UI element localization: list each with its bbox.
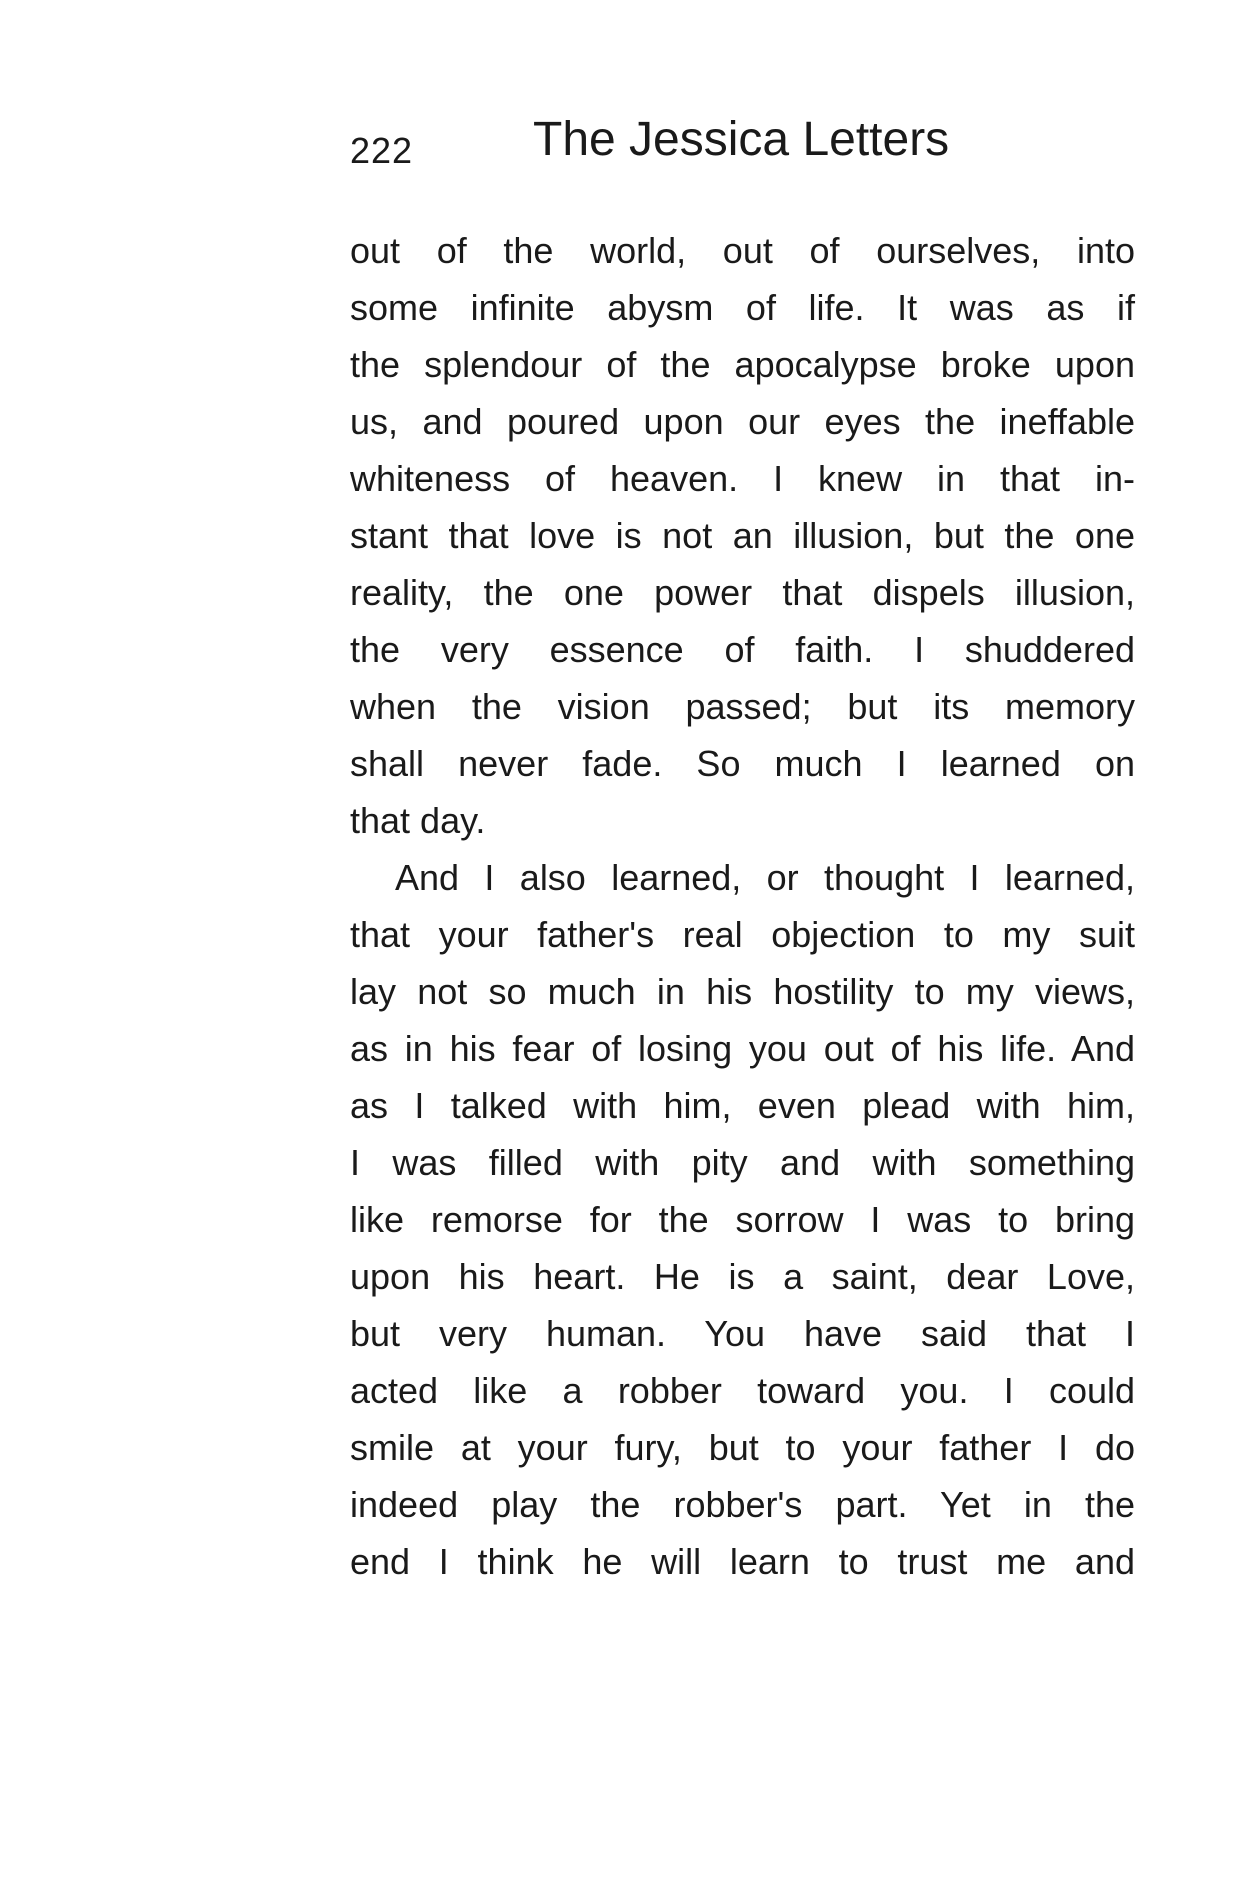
text-line: as in his fear of losing you out of his life. And xyxy=(350,1028,1135,1069)
text-line: end I think he will learn to trust me and xyxy=(350,1541,1135,1582)
body-text xyxy=(350,222,1135,1590)
page-header xyxy=(350,112,1130,172)
text-line: us, and poured upon our eyes the ineffable xyxy=(350,401,1135,442)
text-line: shall never fade. So much I learned on xyxy=(350,743,1135,784)
page-number: 222 xyxy=(350,130,414,171)
paragraph-first-line: And I also learned, or thought I learned, xyxy=(395,857,1135,898)
text-line: when the vision passed; but its memory xyxy=(350,686,1135,727)
running-title: The Jessica Letters xyxy=(533,113,950,166)
text-line: stant that love is not an illusion, but the one xyxy=(350,515,1135,556)
text-line: I was filled with pity and with something xyxy=(350,1142,1135,1183)
text-line: that your father's real objection to my suit xyxy=(350,914,1135,955)
text-line: whiteness of heaven. I knew in that in- xyxy=(350,458,1135,499)
text-line: the very essence of faith. I shuddered xyxy=(350,629,1135,670)
text-line: acted like a robber toward you. I could xyxy=(350,1370,1135,1411)
text-line: as I talked with him, even plead with him, xyxy=(350,1085,1135,1126)
text-line: out of the world, out of ourselves, into xyxy=(350,230,1135,271)
text-line: like remorse for the sorrow I was to bring xyxy=(350,1199,1135,1240)
text-line: reality, the one power that dispels illusion, xyxy=(350,572,1135,613)
text-line: upon his heart. He is a saint, dear Love, xyxy=(350,1256,1135,1297)
text-line: lay not so much in his hostility to my views, xyxy=(350,971,1135,1012)
text-line: smile at your fury, but to your father I do xyxy=(350,1427,1135,1468)
text-line: some infinite abysm of life. It was as if xyxy=(350,287,1135,328)
text-line: indeed play the robber's part. Yet in the xyxy=(350,1484,1135,1525)
text-line: but very human. You have said that I xyxy=(350,1313,1135,1354)
text-line: the splendour of the apocalypse broke upon xyxy=(350,344,1135,385)
text-line: that day. xyxy=(350,800,486,841)
